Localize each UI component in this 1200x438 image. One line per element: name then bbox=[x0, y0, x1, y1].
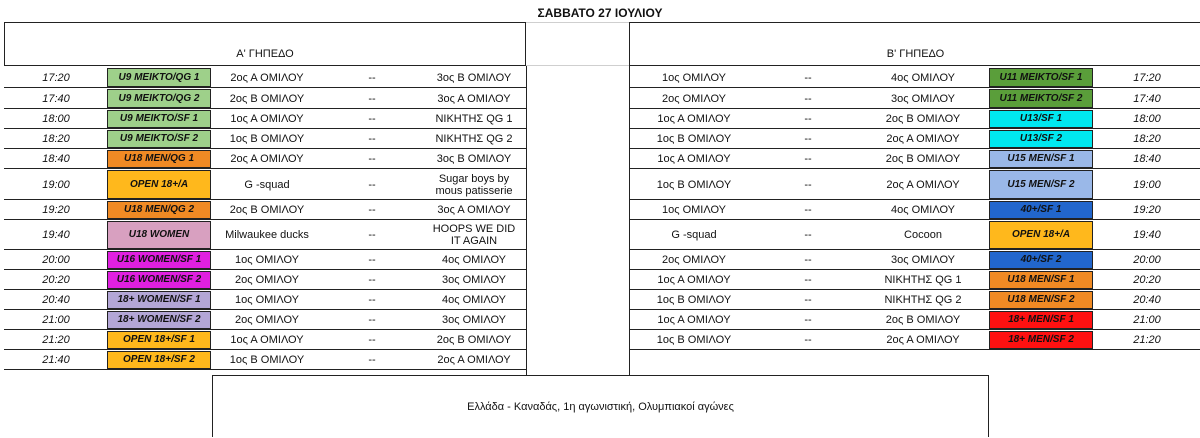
match-time: 19:40 bbox=[42, 229, 70, 241]
team-home: 2ος Β ΟΜΙΛΟΥ bbox=[229, 204, 305, 216]
team-away: 4ος ΟΜΙΛΟΥ bbox=[441, 294, 507, 306]
team-away: 3ος Α ΟΜΙΛΟΥ bbox=[437, 92, 511, 105]
team-away: 4ος ΟΜΙΛΟΥ bbox=[441, 254, 507, 266]
court-a-header bbox=[4, 22, 526, 66]
team-away: Cocoon bbox=[904, 229, 942, 241]
team-away: ΝΙΚΗΤΗΣ QG 1 bbox=[884, 274, 962, 286]
match-time: 18:40 bbox=[42, 153, 70, 165]
category-badge: U15 MEN/SF 2 bbox=[989, 170, 1093, 199]
team-home: 1ος Β ΟΜΙΛΟΥ bbox=[656, 178, 732, 191]
team-home: G -squad bbox=[671, 229, 717, 241]
match-time: 19:40 bbox=[1133, 229, 1161, 241]
category-badge: U16 WOMEN/SF 1 bbox=[107, 251, 211, 269]
match-time: 20:40 bbox=[1133, 294, 1161, 306]
category-badge: U9 ΜΕΙΚΤΟ/SF 2 bbox=[107, 130, 211, 148]
match-time: 19:00 bbox=[1133, 178, 1161, 191]
footer-note: Ελλάδα - Καναδάς, 1η αγωνιστική, Ολυμπιακοί αγώνες bbox=[467, 401, 734, 413]
versus-separator: -- bbox=[804, 113, 812, 125]
category-badge: U11 ΜΕΙΚΤΟ/SF 1 bbox=[989, 68, 1093, 87]
match-time: 21:20 bbox=[1133, 334, 1161, 346]
category-badge: OPEN 18+/SF 1 bbox=[107, 331, 211, 349]
category-badge: U9 ΜΕΙΚΤΟ/QG 2 bbox=[107, 89, 211, 108]
category-badge: U18 MEN/SF 2 bbox=[989, 291, 1093, 309]
team-home: 2ος Α ΟΜΙΛΟΥ bbox=[230, 71, 304, 84]
match-time: 21:00 bbox=[1133, 314, 1161, 326]
team-away: 2ος Α ΟΜΙΛΟΥ bbox=[886, 334, 960, 346]
match-time: 21:00 bbox=[42, 314, 70, 326]
team-home: 1ος Β ΟΜΙΛΟΥ bbox=[229, 133, 305, 145]
versus-separator: -- bbox=[368, 254, 376, 266]
team-home: 1ος Β ΟΜΙΛΟΥ bbox=[656, 294, 732, 306]
team-home: 1ος ΟΜΙΛΟΥ bbox=[234, 254, 300, 266]
team-away: Sugar boys by mous patisserie bbox=[435, 172, 513, 197]
category-badge: 18+ WOMEN/SF 1 bbox=[107, 291, 211, 309]
category-badge: U13/SF 2 bbox=[989, 130, 1093, 148]
court-b-label: Β' ΓΗΠΕΔΟ bbox=[886, 48, 945, 60]
match-time: 21:20 bbox=[42, 334, 70, 346]
team-away: 2ος Β ΟΜΙΛΟΥ bbox=[885, 113, 961, 125]
team-away: 4ος ΟΜΙΛΟΥ bbox=[890, 71, 956, 84]
versus-separator: -- bbox=[368, 178, 376, 191]
category-badge: U11 ΜΕΙΚΤΟ/SF 2 bbox=[989, 89, 1093, 108]
team-away: ΝΙΚΗΤΗΣ QG 2 bbox=[435, 133, 513, 145]
versus-separator: -- bbox=[804, 92, 812, 105]
team-home: G -squad bbox=[244, 178, 290, 191]
category-badge: U18 MEN/QG 2 bbox=[107, 201, 211, 219]
match-time: 18:20 bbox=[1133, 133, 1161, 145]
versus-separator: -- bbox=[368, 204, 376, 216]
team-away: ΝΙΚΗΤΗΣ QG 1 bbox=[435, 113, 513, 125]
match-time: 20:00 bbox=[1133, 254, 1161, 266]
versus-separator: -- bbox=[804, 254, 812, 266]
versus-separator: -- bbox=[368, 92, 376, 105]
category-badge: 40+/SF 1 bbox=[989, 201, 1093, 219]
team-home: 2ος ΟΜΙΛΟΥ bbox=[661, 92, 727, 105]
category-badge: U18 WOMEN bbox=[107, 221, 211, 249]
team-away: 2ος Α ΟΜΙΛΟΥ bbox=[886, 178, 960, 191]
category-badge: 18+ MEN/SF 2 bbox=[989, 331, 1093, 349]
category-badge: U15 MEN/SF 1 bbox=[989, 150, 1093, 168]
team-away: 3ος Α ΟΜΙΛΟΥ bbox=[437, 204, 511, 216]
team-away: 2ος Β ΟΜΙΛΟΥ bbox=[885, 153, 961, 165]
versus-separator: -- bbox=[804, 71, 812, 84]
court-b-header bbox=[629, 22, 1200, 66]
versus-separator: -- bbox=[368, 314, 376, 326]
versus-separator: -- bbox=[368, 354, 376, 366]
match-time: 17:40 bbox=[1133, 92, 1161, 105]
versus-separator: -- bbox=[368, 229, 376, 241]
team-away: HOOPS WE DID IT AGAIN bbox=[432, 223, 516, 247]
team-home: 1ος Α ΟΜΙΛΟΥ bbox=[230, 334, 304, 346]
match-time: 19:00 bbox=[42, 178, 70, 191]
team-home: 2ος Β ΟΜΙΛΟΥ bbox=[229, 92, 305, 105]
versus-separator: -- bbox=[368, 334, 376, 346]
category-badge: 18+ MEN/SF 1 bbox=[989, 311, 1093, 329]
team-away: ΝΙΚΗΤΗΣ QG 2 bbox=[884, 294, 962, 306]
versus-separator: -- bbox=[368, 294, 376, 306]
versus-separator: -- bbox=[368, 133, 376, 145]
category-badge: 40+/SF 2 bbox=[989, 251, 1093, 269]
team-home: 1ος Β ΟΜΙΛΟΥ bbox=[656, 133, 732, 145]
team-away: 2ος Α ΟΜΙΛΟΥ bbox=[886, 133, 960, 145]
team-home: 1ος ΟΜΙΛΟΥ bbox=[661, 71, 727, 84]
versus-separator: -- bbox=[804, 314, 812, 326]
match-time: 20:40 bbox=[42, 294, 70, 306]
match-time: 17:20 bbox=[42, 71, 70, 84]
footer-note-box bbox=[212, 375, 989, 437]
category-badge: 18+ WOMEN/SF 2 bbox=[107, 311, 211, 329]
team-home: 1ος Α ΟΜΙΛΟΥ bbox=[657, 274, 731, 286]
team-home: Milwaukee ducks bbox=[225, 229, 309, 241]
match-time: 17:40 bbox=[42, 92, 70, 105]
category-badge: OPEN 18+/A bbox=[989, 221, 1093, 249]
team-home: 1ος ΟΜΙΛΟΥ bbox=[661, 204, 727, 216]
team-home: 1ος Α ΟΜΙΛΟΥ bbox=[657, 153, 731, 165]
court-a-label: Α' ΓΗΠΕΔΟ bbox=[236, 48, 294, 60]
match-time: 20:00 bbox=[42, 254, 70, 266]
team-away: 3ος Β ΟΜΙΛΟΥ bbox=[436, 153, 512, 165]
team-away: 3ος ΟΜΙΛΟΥ bbox=[441, 314, 507, 326]
match-time: 18:00 bbox=[42, 113, 70, 125]
category-badge: U9 ΜΕΙΚΤΟ/QG 1 bbox=[107, 68, 211, 87]
category-badge: U18 MEN/SF 1 bbox=[989, 271, 1093, 289]
versus-separator: -- bbox=[368, 153, 376, 165]
match-time: 18:40 bbox=[1133, 153, 1161, 165]
team-away: 2ος Α ΟΜΙΛΟΥ bbox=[437, 354, 511, 366]
team-away: 2ος Β ΟΜΙΛΟΥ bbox=[885, 314, 961, 326]
match-time: 19:20 bbox=[1133, 204, 1161, 216]
versus-separator: -- bbox=[804, 204, 812, 216]
team-away: 3ος ΟΜΙΛΟΥ bbox=[441, 274, 507, 286]
team-home: 1ος Β ΟΜΙΛΟΥ bbox=[229, 354, 305, 366]
match-time: 20:20 bbox=[1133, 274, 1161, 286]
versus-separator: -- bbox=[368, 274, 376, 286]
category-badge: U16 WOMEN/SF 2 bbox=[107, 271, 211, 289]
category-badge: U18 MEN/QG 1 bbox=[107, 150, 211, 168]
team-away: 4ος ΟΜΙΛΟΥ bbox=[890, 204, 956, 216]
team-home: 1ος ΟΜΙΛΟΥ bbox=[234, 294, 300, 306]
versus-separator: -- bbox=[368, 71, 376, 84]
team-away: 3ος Β ΟΜΙΛΟΥ bbox=[436, 71, 512, 84]
team-home: 1ος Α ΟΜΙΛΟΥ bbox=[230, 113, 304, 125]
team-away: 3ος ΟΜΙΛΟΥ bbox=[890, 254, 956, 266]
match-time: 18:20 bbox=[42, 133, 70, 145]
versus-separator: -- bbox=[804, 294, 812, 306]
versus-separator: -- bbox=[804, 133, 812, 145]
center-divider bbox=[526, 66, 630, 375]
versus-separator: -- bbox=[804, 153, 812, 165]
match-time: 19:20 bbox=[42, 204, 70, 216]
team-away: 2ος Β ΟΜΙΛΟΥ bbox=[436, 334, 512, 346]
versus-separator: -- bbox=[804, 229, 812, 241]
match-time: 18:00 bbox=[1133, 113, 1161, 125]
versus-separator: -- bbox=[804, 178, 812, 191]
team-home: 2ος ΟΜΙΛΟΥ bbox=[234, 314, 300, 326]
team-home: 1ος Β ΟΜΙΛΟΥ bbox=[656, 334, 732, 346]
team-away: 3ος ΟΜΙΛΟΥ bbox=[890, 92, 956, 105]
match-time: 21:40 bbox=[42, 354, 70, 366]
category-badge: U13/SF 1 bbox=[989, 110, 1093, 128]
match-time: 17:20 bbox=[1133, 71, 1161, 84]
category-badge: OPEN 18+/SF 2 bbox=[107, 351, 211, 369]
versus-separator: -- bbox=[368, 113, 376, 125]
category-badge: U9 ΜΕΙΚΤΟ/SF 1 bbox=[107, 110, 211, 128]
page-title: ΣΑΒΒΑΤΟ 27 ΙΟΥΛΙΟΥ bbox=[537, 6, 663, 20]
category-badge: OPEN 18+/A bbox=[107, 170, 211, 199]
team-home: 2ος ΟΜΙΛΟΥ bbox=[661, 254, 727, 266]
center-gap-header bbox=[526, 22, 630, 66]
team-home: 2ος Α ΟΜΙΛΟΥ bbox=[230, 153, 304, 165]
versus-separator: -- bbox=[804, 274, 812, 286]
team-home: 2ος ΟΜΙΛΟΥ bbox=[234, 274, 300, 286]
team-home: 1ος Α ΟΜΙΛΟΥ bbox=[657, 113, 731, 125]
match-time: 20:20 bbox=[42, 274, 70, 286]
versus-separator: -- bbox=[804, 334, 812, 346]
team-home: 1ος Α ΟΜΙΛΟΥ bbox=[657, 314, 731, 326]
